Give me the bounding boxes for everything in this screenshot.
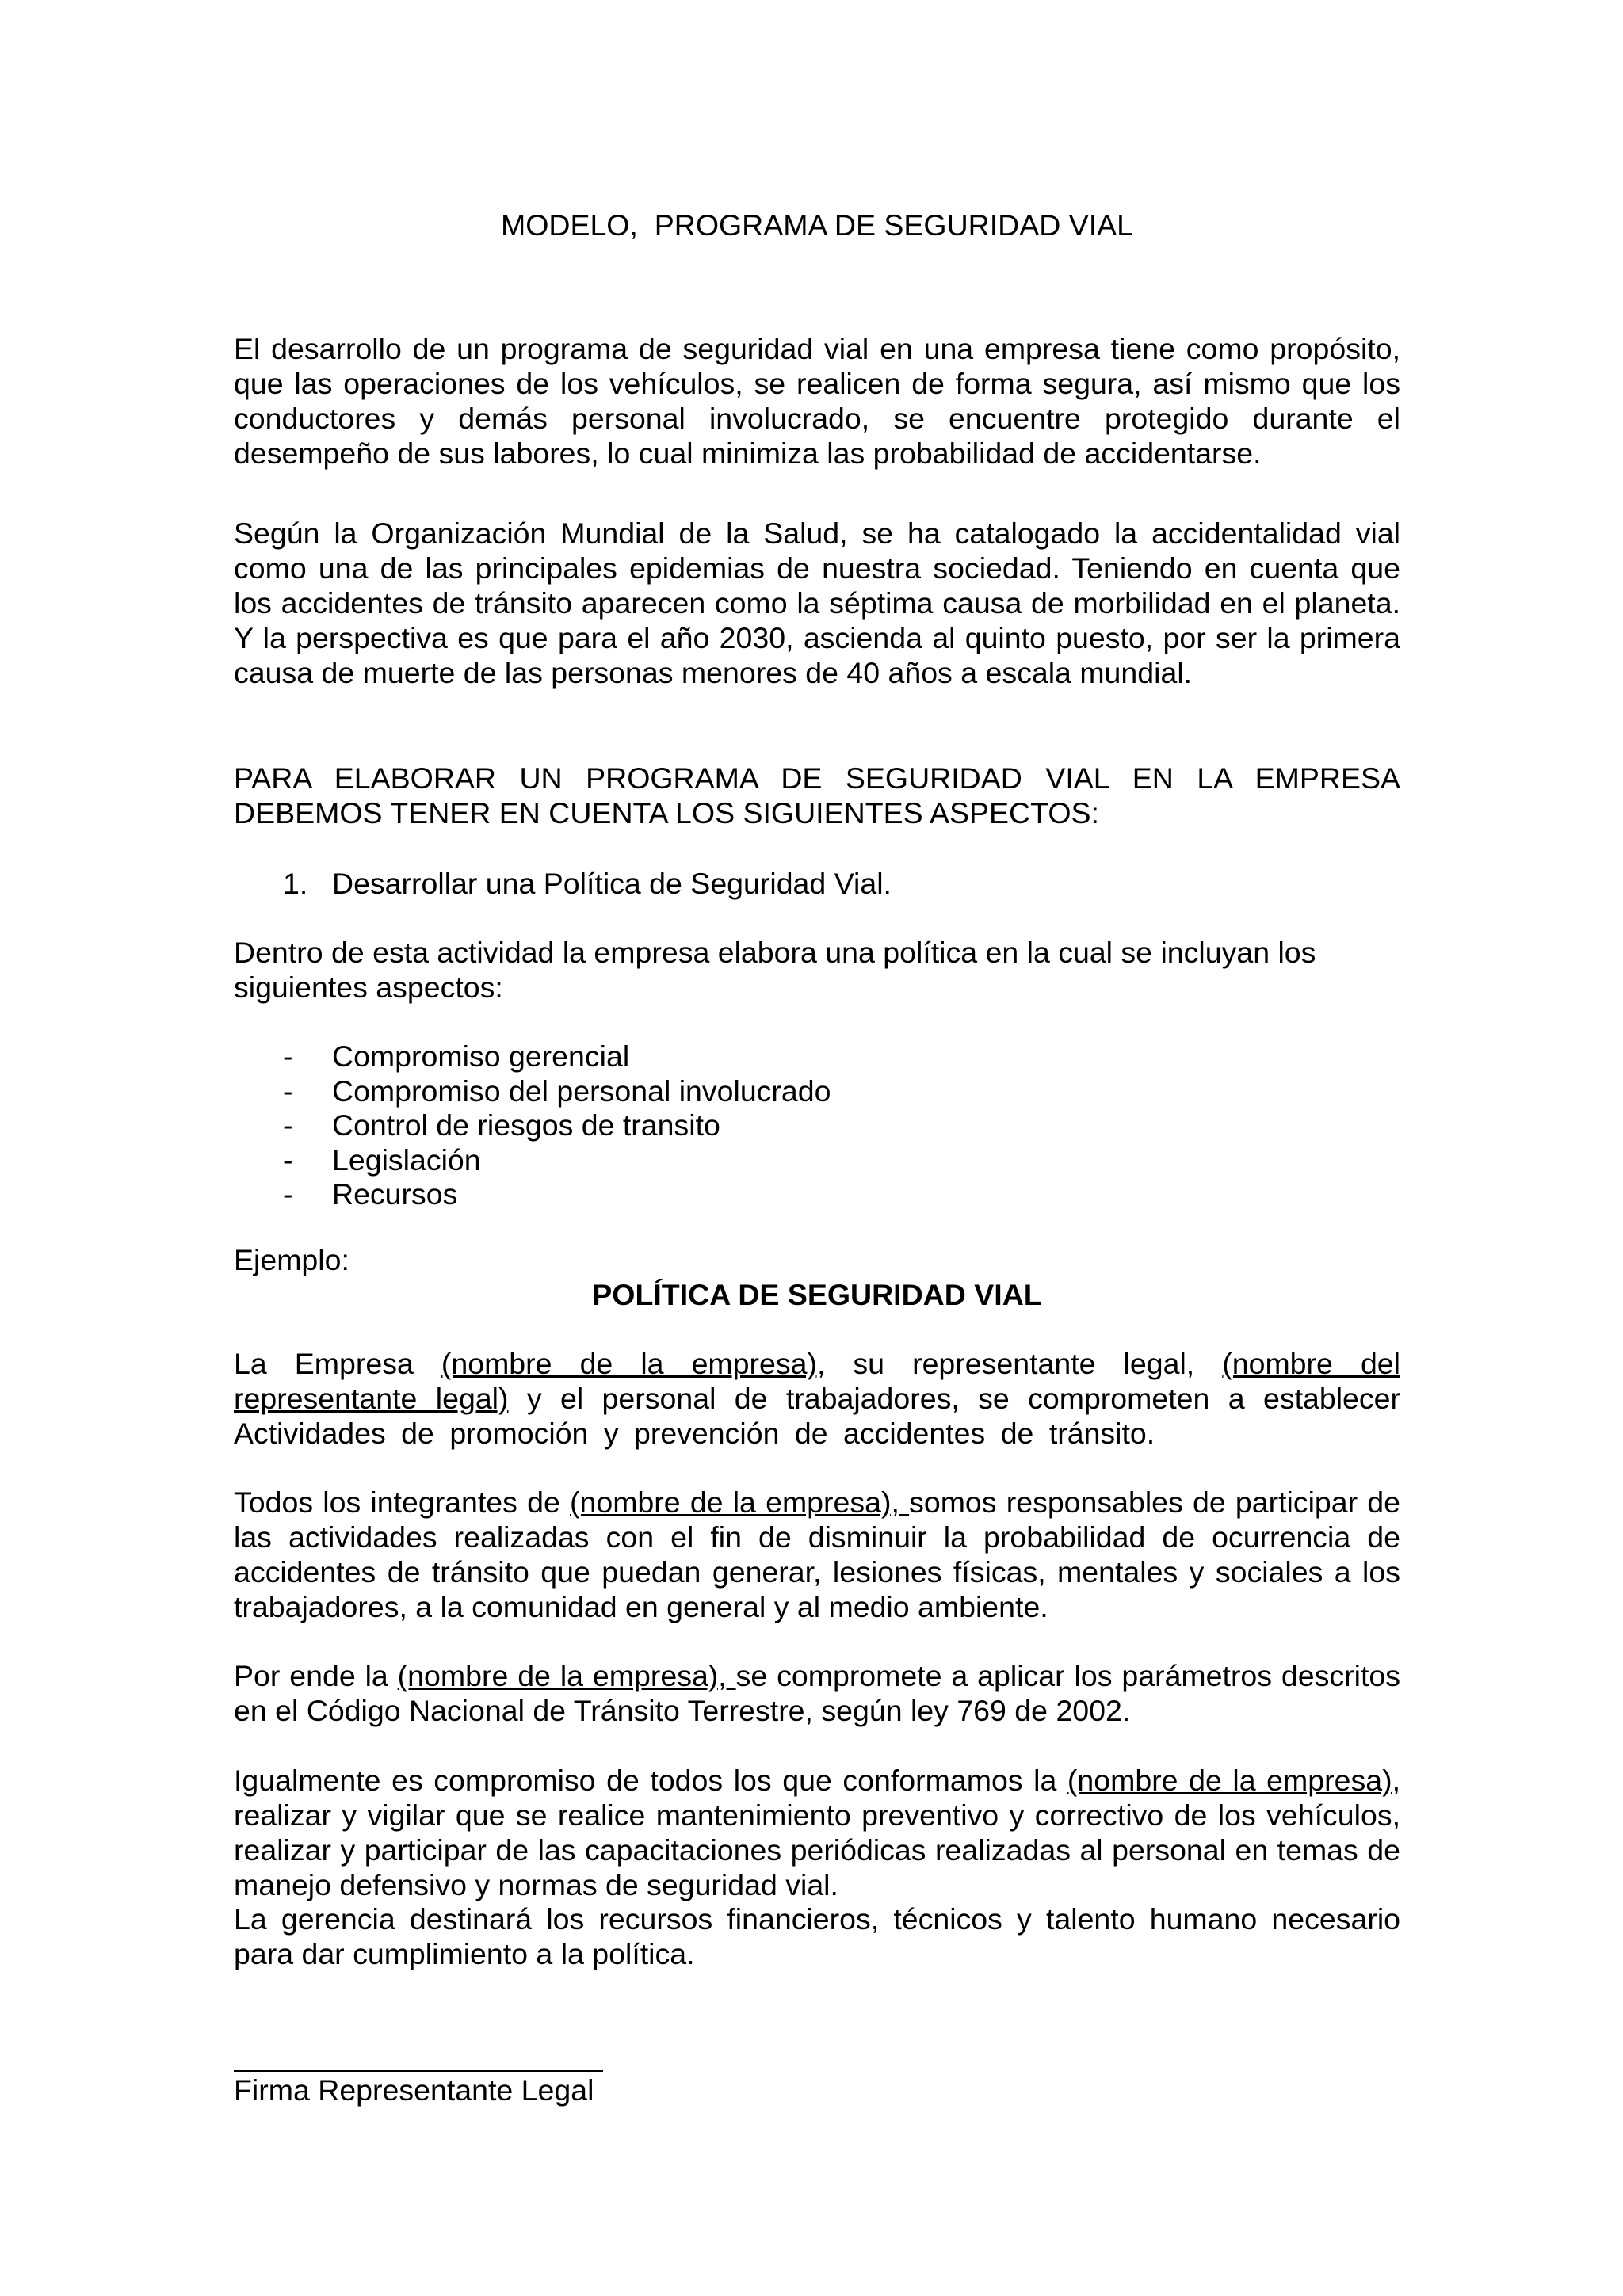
policy-paragraph-5: La gerencia destinará los recursos financieros, técnicos y talento humano necesario para dar cumplimiento a la política. (234, 1902, 1400, 1970)
document-title: MODELO, PROGRAMA DE SEGURIDAD VIAL (500, 208, 1134, 242)
bullet-text: Compromiso gerencial (332, 1039, 630, 1073)
bullet-text: Compromiso del personal involucrado (332, 1074, 831, 1108)
bullet-item (234, 1039, 1400, 1074)
company-name-placeholder: (nombre de la empresa), (397, 1659, 736, 1692)
bullet-dash: - (283, 1039, 293, 1073)
bullet-text: Control de riesgos de transito (332, 1108, 720, 1142)
policy-text: Por ende la (234, 1659, 398, 1692)
aspects-heading: PARA ELABORAR UN PROGRAMA DE SEGURIDAD VIAL EN LA EMPRESA DEBEMOS TENER EN CUENTA LOS SIGUIENTES ASPECTOS: (234, 761, 1400, 830)
policy-text: Todos los integrantes de (234, 1486, 570, 1519)
intro-paragraph-1: El desarrollo de un programa de seguridad vial en una empresa tiene como propósito, que las operaciones de los vehículos, se realicen de forma segura, así mismo que los conductores y demás personal involucrado, se encuentre protegido durante el desempeño de sus labores, lo cual minimiza las probabilidad de accidentarse. (234, 332, 1400, 470)
policy-text: realizar y vigilar que se realice mantenimiento preventivo y correctivo de los vehículos, realizar y participar de las capacitaciones periódicas realizadas al personal en temas de manejo defensivo y normas de seguridad vial. (234, 1798, 1400, 1901)
step-1-item (234, 866, 1400, 901)
step-1-text: Desarrollar una Política de Seguridad Vial. (332, 867, 892, 900)
policy-text: Igualmente es compromiso de todos los que conformamos la (234, 1764, 1067, 1797)
example-label: Ejemplo: (234, 1243, 349, 1276)
policy-text: se compromete a aplicar los parámetros descritos en el Código Nacional de Tránsito Terrestre, según ley 769 de 2002. (234, 1659, 1400, 1727)
step-1-number: 1. (283, 867, 308, 900)
company-name-placeholder: (nombre de la empresa), (570, 1486, 910, 1519)
signature-label: Firma Representante Legal (234, 2073, 594, 2107)
aspects-bullet-list (234, 1039, 1400, 1211)
policy-text: y el personal de trabajadores, se comprometen a establecer Actividades de promoción y prevención de accidentes de tránsito. (234, 1382, 1400, 1450)
bullet-text: Recursos (332, 1177, 458, 1211)
policy-text: La Empresa (234, 1347, 441, 1380)
bullet-item (234, 1177, 1400, 1211)
step-1-description: Dentro de esta actividad la empresa elabora una política en la cual se incluyan los siguientes aspectos: (234, 936, 1316, 1004)
company-name-placeholder: (nombre de la empresa), (441, 1347, 826, 1380)
signature-line (234, 2070, 603, 2072)
policy-text: su representante legal, (825, 1347, 1223, 1380)
intro-paragraph-2: Según la Organización Mundial de la Salud, se ha catalogado la accidentalidad vial como una de las principales epidemias de nuestra sociedad. Teniendo en cuenta que los accidentes de tránsito aparecen como la séptima causa de morbilidad en el planeta. Y la perspectiva es que para el año 2030, ascienda al quinto puesto, por ser la primera causa de muerte de las personas menores de 40 años a escala mundial. (234, 517, 1400, 689)
bullet-item (234, 1108, 1400, 1142)
legal-representative-placeholder: (nombre del representante legal) (234, 1347, 1400, 1415)
bullet-dash: - (283, 1074, 293, 1108)
company-name-placeholder: (nombre de la empresa), (1067, 1764, 1400, 1797)
bullet-dash: - (283, 1108, 293, 1142)
policy-title: POLÍTICA DE SEGURIDAD VIAL (592, 1278, 1042, 1311)
bullet-dash: - (283, 1142, 293, 1177)
policy-paragraph-2 (234, 1485, 1400, 1624)
policy-text: somos responsables de participar de las actividades realizadas con el fin de disminuir la probabilidad de ocurrencia de accidentes de tránsito que puedan generar, lesiones físicas, mentales y sociales a los trabajadores, a la comunidad en general y al medio ambiente. (234, 1486, 1400, 1623)
bullet-dash: - (283, 1177, 293, 1211)
bullet-item (234, 1142, 1400, 1177)
bullet-text: Legislación (332, 1142, 481, 1177)
policy-paragraph-3 (234, 1658, 1400, 1728)
policy-paragraph-1 (234, 1346, 1400, 1451)
bullet-item (234, 1074, 1400, 1108)
policy-paragraph-4 (234, 1763, 1400, 1902)
